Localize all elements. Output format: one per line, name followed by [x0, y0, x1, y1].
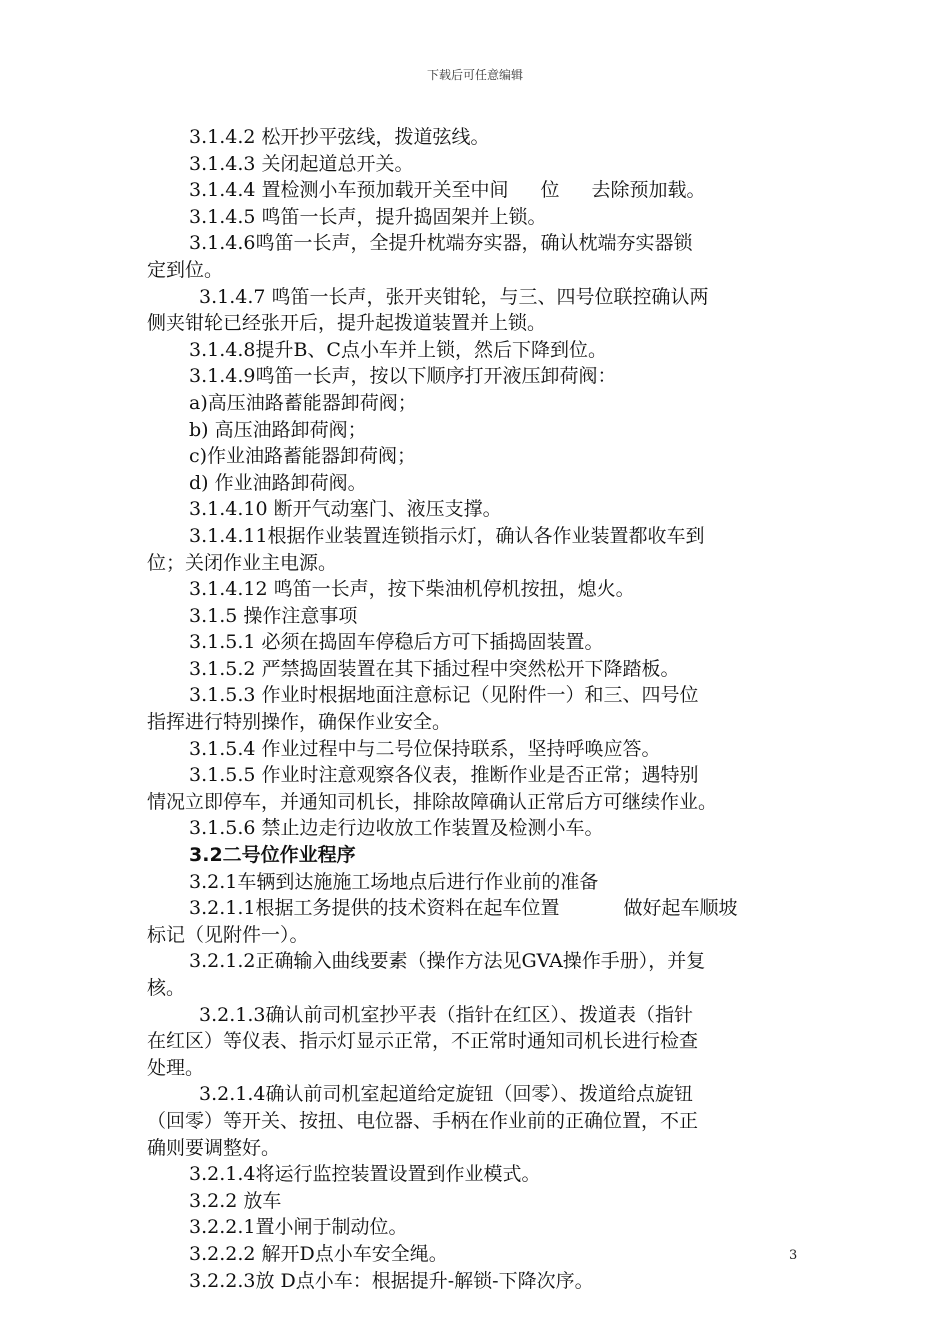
text-line — [147, 443, 807, 470]
text-line — [147, 603, 807, 630]
text-line — [147, 736, 807, 763]
text-line — [147, 975, 807, 1002]
text-line — [147, 177, 807, 204]
text-line — [147, 1188, 807, 1215]
text-line — [147, 762, 807, 789]
text-segment: 3.2.1.1根据工务提供的技术资料在起车位置 — [189, 897, 560, 920]
text-line — [147, 310, 807, 337]
text-segment: 3.1.5.4 作业过程中与二号位保持联系，坚持呼唤应答。 — [189, 737, 661, 760]
text-line — [147, 709, 807, 736]
text-segment: 3.1.5.3 作业时根据地面注意标记（见附件一）和三、四号位 — [189, 684, 699, 707]
text-line — [147, 789, 807, 816]
text-segment: 3.1.4.12 鸣笛一长声，按下柴油机停机按扭，熄火。 — [189, 578, 635, 601]
text-segment: 3.1.5 操作注意事项 — [189, 604, 358, 627]
text-line — [147, 204, 807, 231]
text-segment: 3.1.4.9鸣笛一长声，按以下顺序打开液压卸荷阀： — [189, 365, 617, 388]
page-number: 3 — [789, 1248, 798, 1263]
text-segment: 3.1.5.1 必须在捣固车停稳后方可下插捣固装置。 — [189, 631, 604, 654]
text-line — [147, 1108, 807, 1135]
page-header: 下载后可任意编辑 — [426, 68, 523, 82]
text-segment: 3.1.4.3 关闭起道总开关。 — [189, 152, 414, 175]
text-line — [147, 151, 807, 178]
text-segment: 3.1.4.10 断开气动塞门、液压支撑。 — [189, 498, 502, 521]
text-line — [147, 390, 807, 417]
text-segment: 核。 — [147, 977, 186, 999]
text-line — [147, 1214, 807, 1241]
text-segment: 3.1.5.6 禁止边走行边收放工作装置及检测小车。 — [189, 817, 604, 840]
text-line — [147, 656, 807, 683]
text-segment: 侧夹钳轮已经张开后，提升起拨道装置并上锁。 — [147, 312, 547, 335]
text-segment: 3.2.2.3放 D点小车：根据提升-解锁-下降次序。 — [189, 1269, 594, 1292]
text-line — [147, 523, 807, 550]
text-segment: 3.1.4.4 置检测小车预加载开关至中间 — [189, 179, 509, 202]
text-line — [147, 1055, 807, 1082]
text-segment: 去除预加载。 — [591, 179, 706, 202]
body-text — [147, 124, 807, 1294]
text-line — [147, 496, 807, 523]
text-segment: 3.2.2 放车 — [189, 1189, 282, 1212]
text-line — [147, 815, 807, 842]
text-segment: 3.2二号位作业程序 — [189, 844, 356, 867]
text-line — [147, 895, 807, 922]
text-line — [147, 1135, 807, 1162]
text-segment: 3.1.4.8提升B、C点小车并上锁，然后下降到位。 — [189, 338, 607, 361]
text-segment: 标记（见附件一）。 — [147, 923, 309, 946]
text-segment: 3.2.1.4将运行监控装置设置到作业模式。 — [189, 1163, 541, 1186]
text-segment: 3.2.2.2 解开D点小车安全绳。 — [189, 1242, 448, 1265]
text-segment: 3.1.4.2 松开抄平弦线，拨道弦线。 — [189, 126, 490, 148]
text-segment: 确则要调整好。 — [147, 1136, 281, 1159]
text-line — [147, 337, 807, 364]
text-line — [147, 363, 807, 390]
text-line — [147, 417, 807, 444]
text-line — [147, 922, 807, 949]
text-segment: （回零）等开关、按扭、电位器、手柄在作业前的正确位置，不正 — [147, 1109, 699, 1132]
text-segment: 3.1.5.2 严禁捣固装置在其下插过程中突然松开下降踏板。 — [189, 657, 680, 680]
text-line — [147, 470, 807, 497]
text-segment: 3.1.5.5 作业时注意观察各仪表，推断作业是否正常；遇特别 — [189, 764, 699, 787]
text-segment: 3.2.1.2正确输入曲线要素（操作方法见GVA操作手册），并复 — [189, 950, 706, 973]
text-line — [147, 1028, 807, 1055]
text-segment: a)高压油路蓄能器卸荷阀； — [189, 391, 417, 414]
text-line — [147, 1002, 807, 1029]
text-segment: 3.2.1车辆到达施施工场地点后进行作业前的准备 — [189, 870, 599, 893]
text-line — [147, 230, 807, 257]
text-segment: d) 作业油路卸荷阀。 — [189, 471, 367, 494]
text-line — [147, 124, 807, 151]
text-line — [147, 1161, 807, 1188]
text-line — [147, 869, 807, 896]
text-line — [147, 1241, 807, 1268]
text-segment: 位 — [540, 179, 560, 202]
text-line — [147, 1268, 807, 1295]
text-segment: 3.2.2.1置小闸于制动位。 — [189, 1216, 408, 1239]
text-segment: 3.2.1.3确认前司机室抄平表（指针在红区）、拨道表（指针 — [199, 1003, 693, 1026]
text-segment: 做好起车顺坡 — [623, 897, 738, 920]
text-segment: c)作业油路蓄能器卸荷阀； — [189, 445, 417, 468]
text-line — [147, 284, 807, 311]
text-segment: 3.1.4.7 鸣笛一长声，张开夹钳轮，与三、四号位联控确认两 — [199, 285, 709, 308]
text-segment: 处理。 — [147, 1056, 205, 1079]
text-line — [147, 682, 807, 709]
text-line — [147, 576, 807, 603]
section-heading — [147, 842, 807, 869]
text-line — [147, 948, 807, 975]
text-line — [147, 629, 807, 656]
text-segment: 3.1.4.5 鸣笛一长声，提升捣固架并上锁。 — [189, 205, 547, 228]
text-line — [147, 257, 807, 284]
text-line — [147, 550, 807, 577]
text-segment: 位；关闭作业主电源。 — [147, 551, 338, 574]
text-segment: 3.1.4.6鸣笛一长声，全提升枕端夯实器，确认枕端夯实器锁 — [189, 232, 693, 255]
text-line — [147, 1081, 807, 1108]
text-segment: 情况立即停车，并通知司机长，排除故障确认正常后方可继续作业。 — [147, 790, 718, 813]
text-segment: b) 高压油路卸荷阀； — [189, 418, 367, 441]
text-segment: 3.1.4.11根据作业装置连锁指示灯，确认各作业装置都收车到 — [189, 524, 705, 547]
text-segment: 3.2.1.4确认前司机室起道给定旋钮（回零）、拨道给点旋钮 — [199, 1083, 693, 1106]
text-segment: 定到位。 — [147, 258, 224, 281]
text-segment: 在红区）等仪表、指示灯显示正常，不正常时通知司机长进行检查 — [147, 1030, 699, 1053]
text-segment: 指挥进行特别操作，确保作业安全。 — [147, 711, 452, 734]
